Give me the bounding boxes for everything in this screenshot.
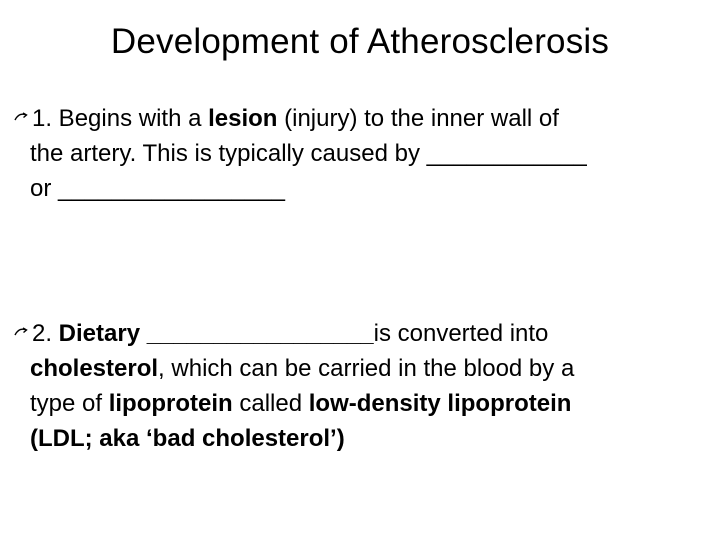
bullet-1-line-3: or _________________ [30,175,285,202]
bullet-1-text-a: Begins with a [52,105,209,132]
curved-arrow-bullet-icon [14,326,28,340]
bullet-2-lipoprotein-term: lipoprotein [108,390,233,417]
bullet-2-line-2 [14,351,704,386]
bullet-1-lesion-term: lesion [208,105,278,132]
bullet-2-ldl-term: low-density lipoprotein [308,390,572,417]
bullet-2-line-3 [14,386,704,421]
bullet-2 [14,316,704,456]
bullet-1-line-1 [14,101,704,136]
curved-arrow-bullet-icon [14,111,28,125]
bullet-2-text-d: type of [30,390,109,417]
slide-title: Development of Atherosclerosis [110,22,610,61]
bullet-2-text-e: called [232,390,309,417]
bullet-1-line-2: the artery. This is typically caused by ____________ [30,140,587,167]
bullet-1-number: 1. [32,105,53,132]
bullet-2-text-b: is converted into [373,320,549,347]
bullet-2-ldl-note: (LDL; aka ‘bad cholesterol’) [30,425,345,452]
bullet-2-line-4 [14,421,704,456]
bullet-2-text-c: , which can be carried in the blood by a [158,355,575,382]
bullet-1 [14,101,704,206]
bullet-2-line-1 [14,316,704,351]
bullet-1-text-b: (injury) to the inner wall of [277,105,559,132]
bullet-2-dietary-term: Dietary _________________ [52,320,374,347]
bullet-2-number: 2. [32,320,53,347]
bullet-2-cholesterol-term: cholesterol [30,355,159,382]
